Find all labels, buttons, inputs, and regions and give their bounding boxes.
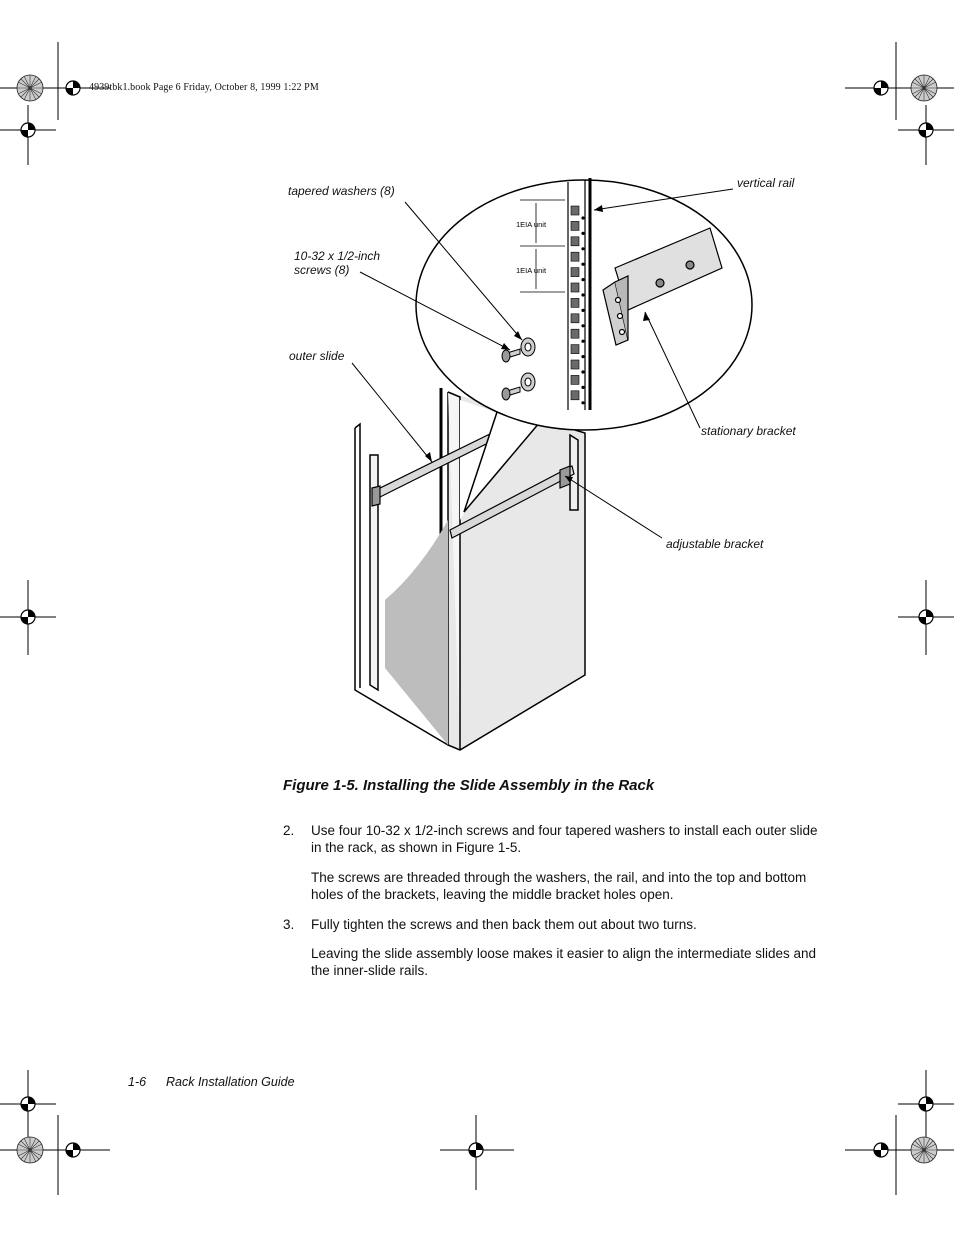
step-number: 2. bbox=[283, 823, 295, 838]
step-text: Use four 10-32 x 1/2-inch screws and four tapered washers to install each outer slide in the rack, as shown in Figure 1-5. bbox=[311, 823, 818, 855]
footer-page-number: 1-6 bbox=[128, 1075, 147, 1089]
rail-hole bbox=[571, 283, 579, 292]
rail-dot bbox=[582, 355, 585, 358]
rail-hole bbox=[571, 360, 579, 369]
step-2 bbox=[283, 822, 823, 856]
rail-hole bbox=[571, 314, 579, 323]
rail-dot bbox=[582, 217, 585, 220]
rail-dot bbox=[582, 402, 585, 405]
rail-hole bbox=[571, 221, 579, 230]
step-3-note: Leaving the slide assembly loose makes it easier to align the intermediate slides and the inner-slide rails. bbox=[311, 946, 817, 978]
step-2-note: The screws are threaded through the washers, the rail, and into the top and bottom holes of the brackets, leaving the middle bracket holes open. bbox=[311, 870, 807, 902]
label-stationary-bracket: stationary bracket bbox=[701, 424, 796, 438]
label-vertical-rail: vertical rail bbox=[737, 176, 795, 190]
label-screws-line1: 10-32 x 1/2-inch bbox=[294, 249, 381, 263]
step-number: 3. bbox=[283, 917, 295, 932]
label-outer-slide: outer slide bbox=[289, 349, 345, 363]
rail-dot bbox=[582, 248, 585, 251]
rail-dot bbox=[582, 232, 585, 235]
eia-unit-label-2: 1EIA unit bbox=[516, 266, 547, 275]
rail-dot bbox=[582, 278, 585, 281]
rack-cabinet bbox=[355, 388, 585, 750]
step-3 bbox=[283, 916, 823, 933]
rail-hole bbox=[571, 206, 579, 215]
rail-hole bbox=[571, 237, 579, 246]
rail-hole bbox=[571, 298, 579, 307]
rail-dot bbox=[582, 294, 585, 297]
step-text: Fully tighten the screws and then back them out about two turns. bbox=[311, 917, 697, 932]
rail-dot bbox=[582, 263, 585, 266]
rail-hole bbox=[571, 375, 579, 384]
rail-hole bbox=[571, 329, 579, 338]
label-adjustable-bracket: adjustable bracket bbox=[666, 537, 764, 551]
rail-hole bbox=[571, 391, 579, 400]
rail-hole bbox=[571, 345, 579, 354]
rail-dot bbox=[582, 309, 585, 312]
rail-dot bbox=[582, 340, 585, 343]
footer-title: Rack Installation Guide bbox=[166, 1075, 295, 1089]
figure-caption: Figure 1-5. Installing the Slide Assembly in the Rack bbox=[283, 777, 655, 794]
rail-hole bbox=[571, 268, 579, 277]
eia-unit-label-1: 1EIA unit bbox=[516, 220, 547, 229]
rail-hole bbox=[571, 252, 579, 261]
rail-dot bbox=[582, 371, 585, 374]
rail-dot bbox=[582, 325, 585, 328]
rail-dot bbox=[582, 386, 585, 389]
print-header: 4939tbk1.book Page 6 Friday, October 8, 1999 1:22 PM bbox=[89, 82, 319, 93]
label-tapered-washers: tapered washers (8) bbox=[288, 184, 395, 198]
label-screws-line2: screws (8) bbox=[294, 263, 350, 277]
